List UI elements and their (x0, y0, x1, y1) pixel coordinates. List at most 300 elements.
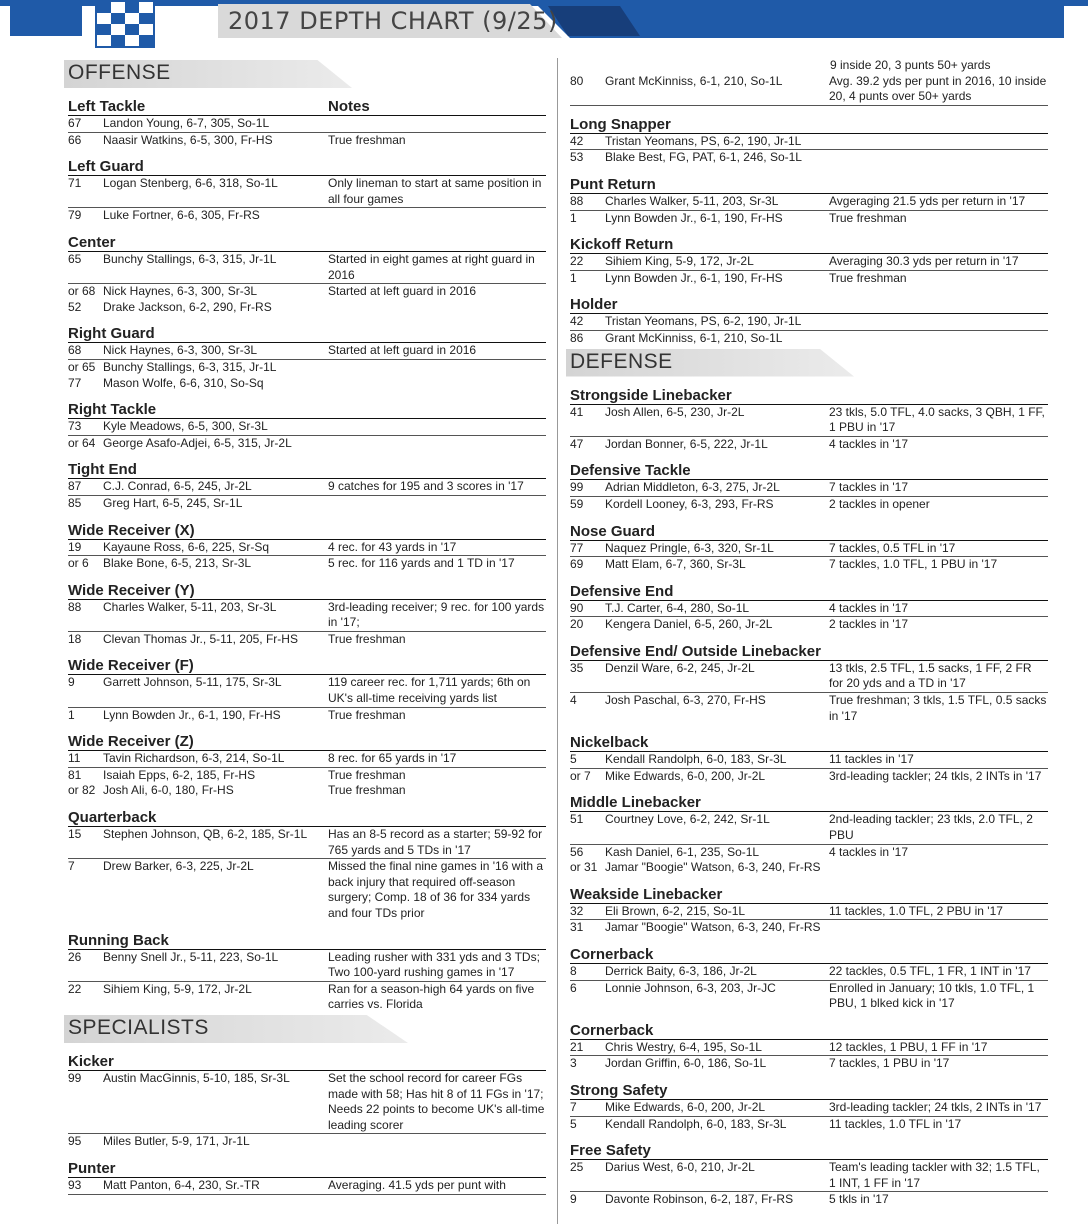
player-name: Sihiem King, 5-9, 172, Jr-2L (605, 254, 829, 271)
jersey-number: 79 (68, 208, 82, 223)
player-name: Nick Haynes, 6-3, 300, Sr-3L (103, 284, 258, 299)
player-row (570, 920, 1048, 936)
position-title: Left Tackle (68, 98, 146, 115)
position-title: Defensive Tackle (570, 462, 691, 480)
player-note: 8 rec. for 65 yards in '17 (328, 751, 546, 768)
jersey-number: or 65 (68, 359, 96, 374)
jersey-number: 85 (68, 495, 82, 510)
jersey-number: or 31 (570, 860, 598, 875)
position-group (68, 1053, 546, 1150)
position-title: Defensive End/ Outside Linebacker (570, 642, 821, 660)
position-header (570, 1142, 1048, 1160)
position-header (68, 522, 546, 540)
player-note: Has an 8-5 record as a starter; 59-92 for 765 yards and 5 TDs in '17 (328, 827, 546, 859)
player-note: 7 tackles, 1 PBU in '17 (829, 1056, 950, 1071)
position-header (570, 886, 1048, 904)
position-title: Nose Guard (570, 522, 656, 540)
jersey-number: or 6 (68, 556, 89, 571)
player-name: Courtney Love, 6-2, 242, Sr-1L (605, 812, 829, 844)
player-name: Lonnie Johnson, 6-3, 203, Jr-JC (605, 980, 776, 995)
position-header (570, 387, 1048, 405)
jersey-number: 42 (570, 134, 605, 151)
jersey-number: 18 (68, 631, 82, 646)
position-header (68, 809, 546, 827)
position-title: Wide Receiver (Y) (68, 581, 195, 599)
position-group (570, 886, 1048, 936)
player-name: Grant McKinniss, 6-1, 210, So-1L (605, 330, 783, 345)
player-row (570, 497, 1048, 513)
player-name: Charles Walker, 5-11, 203, Sr-3L (103, 600, 328, 632)
player-row (570, 661, 1048, 693)
player-name: Kyle Meadows, 6-5, 300, Sr-3L (103, 419, 328, 436)
jersey-number: 7 (68, 859, 75, 874)
player-row (570, 601, 1048, 618)
position-header (570, 236, 1048, 254)
position-title: Kicker (68, 1052, 114, 1070)
player-note: 3rd-leading tackler; 24 tkls, 2 INTs in '17 (829, 1100, 1048, 1117)
player-row (68, 479, 546, 496)
player-note: Avg. 39.2 yds per punt in 2016, 10 inside 20, 4 punts over 50+ yards (829, 74, 1048, 106)
position-title: Tight End (68, 461, 137, 479)
jersey-number: 1 (68, 707, 75, 722)
player-name: Nick Haynes, 6-3, 300, Sr-3L (103, 343, 328, 360)
jersey-number: 47 (570, 436, 584, 451)
column-divider (557, 58, 558, 1224)
player-name: Chris Westry, 6-4, 195, So-1L (605, 1040, 829, 1057)
jersey-number: 41 (570, 405, 605, 437)
player-row (570, 904, 1048, 921)
player-note: 7 tackles, 1.0 TFL, 1 PBU in '17 (829, 557, 998, 572)
jersey-number: 66 (68, 132, 82, 147)
position-group (570, 296, 1048, 346)
player-name: Kordell Looney, 6-3, 293, Fr-RS (605, 496, 774, 511)
player-name: Kendall Randolph, 6-0, 183, Sr-3L (605, 752, 829, 769)
jersey-number: 69 (570, 557, 584, 572)
position-header (68, 98, 546, 116)
position-title: Wide Receiver (Z) (68, 733, 194, 751)
player-note (328, 116, 546, 133)
player-note: True freshman (328, 783, 406, 798)
player-note: 4 tackles in '17 (829, 601, 1048, 618)
player-name: Kash Daniel, 6-1, 235, So-1L (605, 844, 760, 859)
player-name: George Asafo-Adjei, 6-5, 315, Jr-2L (103, 435, 292, 450)
position-group (570, 74, 1048, 106)
player-note (829, 134, 1048, 151)
jersey-number: 81 (68, 767, 82, 782)
player-name: Derrick Baity, 6-3, 186, Jr-2L (605, 964, 829, 981)
position-group (68, 234, 546, 315)
player-note: True freshman (328, 631, 406, 646)
player-row (68, 556, 546, 572)
jersey-number: 20 (570, 617, 584, 632)
jersey-number: 4 (570, 693, 577, 708)
player-name: Josh Ali, 6-0, 180, Fr-HS (103, 783, 234, 798)
position-header (570, 1022, 1048, 1040)
player-row (68, 827, 546, 859)
position-header (570, 583, 1048, 601)
position-header (570, 946, 1048, 964)
position-group (570, 643, 1048, 724)
position-group (570, 387, 1048, 453)
player-row (570, 437, 1048, 453)
player-note: True freshman (328, 707, 406, 722)
jersey-number: 68 (68, 343, 103, 360)
position-header (68, 582, 546, 600)
position-group (570, 523, 1048, 573)
position-title: Running Back (68, 931, 169, 949)
player-note: 5 rec. for 116 yards and 1 TD in '17 (328, 556, 515, 571)
player-row (570, 964, 1048, 981)
carryover-note: 9 inside 20, 3 punts 50+ yards (830, 58, 991, 72)
player-note: True freshman (328, 132, 406, 147)
player-row (68, 783, 546, 799)
player-name: Davonte Robinson, 6-2, 187, Fr-RS (605, 1192, 794, 1207)
position-title: Holder (570, 296, 618, 314)
player-name: Lynn Bowden Jr., 6-1, 190, Fr-HS (103, 707, 281, 722)
player-note (829, 150, 1048, 166)
position-group (570, 116, 1048, 166)
position-header (68, 733, 546, 751)
position-group (68, 98, 546, 148)
position-group (68, 733, 546, 799)
player-row (570, 405, 1048, 437)
position-group (68, 158, 546, 224)
player-row (68, 675, 546, 707)
position-header (68, 932, 546, 950)
player-name: Naquez Pringle, 6-3, 320, Sr-1L (605, 541, 829, 558)
jersey-number: 9 (570, 1192, 577, 1207)
player-note (829, 920, 1048, 936)
player-note: Started at left guard in 2016 (328, 343, 546, 360)
jersey-number: 22 (570, 254, 605, 271)
jersey-number: 88 (68, 600, 103, 632)
player-row (68, 436, 546, 452)
position-title: Right Guard (68, 325, 155, 343)
player-name: Josh Paschal, 6-3, 270, Fr-HS (605, 693, 766, 708)
player-row (68, 419, 546, 436)
jersey-number: 5 (570, 1116, 577, 1131)
player-name: Blake Bone, 6-5, 213, Sr-3L (103, 556, 252, 571)
player-note (829, 331, 1048, 347)
player-row (68, 1178, 546, 1195)
position-title: Weakside Linebacker (570, 885, 723, 903)
player-note: Set the school record for career FGs made with 58; Has hit 8 of 11 FGs in '17; Needs 22 points to become UK's all-time leading scorer (328, 1071, 546, 1134)
player-note: Avgeraging 21.5 yds per return in '17 (829, 194, 1048, 211)
position-header (68, 1160, 546, 1178)
player-row (68, 600, 546, 632)
player-row (68, 343, 546, 360)
position-group (68, 461, 546, 511)
jersey-number: 19 (68, 540, 103, 557)
player-name: Luke Fortner, 6-6, 305, Fr-RS (103, 208, 260, 223)
player-note: True freshman (829, 210, 907, 225)
jersey-number: 51 (570, 812, 605, 844)
jersey-number: 73 (68, 419, 103, 436)
player-row (68, 1071, 546, 1134)
position-header (570, 794, 1048, 812)
jersey-number: 67 (68, 116, 103, 133)
player-note: 4 tackles in '17 (829, 844, 909, 859)
jersey-number: 71 (68, 176, 103, 208)
position-title: Defensive End (570, 582, 674, 600)
jersey-number: 1 (570, 270, 577, 285)
player-row (68, 1134, 546, 1150)
position-title: Nickelback (570, 734, 649, 752)
position-group (68, 809, 546, 922)
position-title: Strongside Linebacker (570, 386, 732, 404)
player-name: Stephen Johnson, QB, 6-2, 185, Sr-1L (103, 827, 328, 859)
player-note: 11 tackles in '17 (829, 752, 1048, 769)
jersey-number: 21 (570, 1040, 605, 1057)
player-row (68, 751, 546, 768)
position-group (68, 401, 546, 451)
jersey-number: 80 (570, 74, 605, 106)
player-name: Denzil Ware, 6-2, 245, Jr-2L (605, 661, 829, 693)
position-title: Strong Safety (570, 1081, 668, 1099)
player-name: Austin MacGinnis, 5-10, 185, Sr-3L (103, 1071, 328, 1134)
player-row (570, 541, 1048, 558)
player-name: Tristan Yeomans, PS, 6-2, 190, Jr-1L (605, 314, 829, 331)
player-row (570, 557, 1048, 573)
player-name: Blake Best, FG, PAT, 6-1, 246, So-1L (605, 150, 802, 165)
player-note: 7 tackles, 0.5 TFL in '17 (829, 541, 1048, 558)
player-row (570, 271, 1048, 287)
player-note: Started at left guard in 2016 (328, 284, 477, 299)
player-note: 4 tackles in '17 (829, 436, 909, 451)
position-group (570, 583, 1048, 633)
player-note: 12 tackles, 1 PBU, 1 FF in '17 (829, 1040, 1048, 1057)
player-row (570, 134, 1048, 151)
player-row (570, 769, 1048, 785)
position-group (570, 734, 1048, 784)
player-note: Enrolled in January; 10 tkls, 1.0 TFL, 1 PBU, 1 blked kick in '17 (829, 980, 1035, 1011)
player-row (570, 74, 1048, 106)
position-header (570, 523, 1048, 541)
player-row (570, 617, 1048, 633)
player-note: Averaging 30.3 yds per return in '17 (829, 254, 1048, 271)
player-note: 9 catches for 195 and 3 scores in '17 (328, 479, 546, 496)
position-title: Kickoff Return (570, 236, 674, 254)
player-note: True freshman (328, 767, 406, 782)
jersey-number: or 7 (570, 768, 591, 783)
player-note: Leading rusher with 331 yds and 3 TDs; Two 100-yard rushing games in '17 (328, 950, 546, 982)
position-header (570, 1082, 1048, 1100)
player-note: 7 tackles in '17 (829, 480, 1048, 497)
player-note: 23 tkls, 5.0 TFL, 4.0 sacks, 3 QBH, 1 FF, 1 PBU in '17 (829, 405, 1048, 437)
player-note (328, 300, 546, 316)
player-note: True freshman; 3 tkls, 1.5 TFL, 0.5 sacks in '17 (829, 693, 1047, 723)
position-title: Center (68, 233, 116, 251)
jersey-number: 26 (68, 950, 103, 982)
jersey-number: 31 (570, 920, 584, 935)
player-name: Kengera Daniel, 6-5, 260, Jr-2L (605, 617, 773, 632)
player-row (570, 254, 1048, 271)
player-row (68, 540, 546, 557)
position-header (68, 325, 546, 343)
jersey-number: 88 (570, 194, 605, 211)
player-name: T.J. Carter, 6-4, 280, So-1L (605, 601, 829, 618)
player-row (68, 133, 546, 149)
position-header (570, 116, 1048, 134)
position-group (68, 522, 546, 572)
player-name: Drew Barker, 6-3, 225, Jr-2L (103, 859, 254, 874)
player-note: 4 rec. for 43 yards in '17 (328, 540, 546, 557)
jersey-number: 65 (68, 252, 103, 284)
jersey-number: 5 (570, 752, 605, 769)
jersey-number: 6 (570, 980, 577, 995)
jersey-number: 99 (68, 1071, 103, 1134)
position-group (570, 946, 1048, 1012)
player-name: Grant McKinniss, 6-1, 210, So-1L (605, 74, 829, 106)
position-title: Right Tackle (68, 401, 157, 419)
player-name: Charles Walker, 5-11, 203, Sr-3L (605, 194, 829, 211)
page-title: 2017 DEPTH CHART (9/25) (228, 7, 558, 35)
jersey-number: 77 (570, 541, 605, 558)
player-name: Jamar "Boogie" Watson, 6-3, 240, Fr-RS (605, 860, 821, 875)
jersey-number: 87 (68, 479, 103, 496)
player-name: C.J. Conrad, 6-5, 245, Jr-2L (103, 479, 328, 496)
jersey-number: 99 (570, 480, 605, 497)
position-title: Punter (68, 1159, 116, 1177)
player-name: Drake Jackson, 6-2, 290, Fr-RS (103, 299, 272, 314)
player-note: Started in eight games at right guard in 2016 (328, 252, 546, 284)
jersey-number: 15 (68, 827, 103, 859)
player-note (328, 1134, 546, 1150)
notes-header: Notes (328, 98, 370, 115)
player-row (570, 331, 1048, 347)
section-heading (68, 1013, 546, 1043)
player-row (570, 693, 1048, 724)
player-name: Adrian Middleton, 6-3, 275, Jr-2L (605, 480, 829, 497)
player-name: Benny Snell Jr., 5-11, 223, So-1L (103, 950, 328, 982)
player-row (570, 1100, 1048, 1117)
player-row (68, 982, 546, 1013)
jersey-number: 86 (570, 330, 584, 345)
player-note (328, 436, 546, 452)
player-row (68, 950, 546, 982)
player-note: Ran for a season-high 64 yards on five carries vs. Florida (328, 981, 535, 1012)
player-name: Lynn Bowden Jr., 6-1, 190, Fr-HS (605, 210, 783, 225)
jersey-number: 42 (570, 314, 605, 331)
player-row (570, 480, 1048, 497)
player-note: Missed the final nine games in '16 with a back injury that required off-season surgery; Comp. 18 of 36 for 334 yards and four TDs prior (328, 859, 544, 920)
player-row (68, 284, 546, 300)
player-name: Mike Edwards, 6-0, 200, Jr-2L (605, 1100, 829, 1117)
position-title: Cornerback (570, 1021, 654, 1039)
player-name: Jordan Griffin, 6-0, 186, So-1L (605, 1056, 767, 1071)
player-name: Kendall Randolph, 6-0, 183, Sr-3L (605, 1116, 787, 1131)
jersey-number: 32 (570, 904, 605, 921)
position-group (68, 657, 546, 723)
player-row (68, 252, 546, 284)
position-title: Middle Linebacker (570, 794, 701, 812)
jersey-number: 7 (570, 1100, 605, 1117)
position-title: Free Safety (570, 1142, 651, 1160)
jersey-number: 93 (68, 1178, 103, 1195)
player-row (570, 981, 1048, 1012)
player-name: Isaiah Epps, 6-2, 185, Fr-HS (103, 767, 256, 782)
section-heading (68, 58, 546, 88)
right-column (570, 58, 1048, 1208)
player-note: 11 tackles, 1.0 TFL, 2 PBU in '17 (829, 904, 1048, 921)
position-group (68, 582, 546, 648)
player-row (68, 768, 546, 784)
player-note: 11 tackles, 1.0 TFL in '17 (829, 1116, 962, 1131)
player-name: Naasir Watkins, 6-5, 300, Fr-HS (103, 132, 273, 147)
player-name: Mason Wolfe, 6-6, 310, So-Sq (103, 375, 264, 390)
player-note: True freshman (829, 270, 907, 285)
jersey-number: or 82 (68, 783, 96, 798)
player-name: Bunchy Stallings, 6-3, 315, Jr-1L (103, 359, 277, 374)
player-note: 3rd-leading receiver; 9 rec. for 100 yards in '17; (328, 600, 546, 632)
jersey-number: 11 (68, 751, 103, 768)
position-header (68, 234, 546, 252)
jersey-number: 25 (570, 1160, 605, 1192)
position-header (570, 176, 1048, 194)
jersey-number: 52 (68, 299, 82, 314)
position-group (570, 236, 1048, 286)
player-note: 13 tkls, 2.5 TFL, 1.5 sacks, 1 FF, 2 FR for 20 yds and a TD in '17 (829, 661, 1048, 693)
player-row (68, 300, 546, 316)
player-note (328, 360, 546, 376)
position-header (570, 643, 1048, 661)
jersey-number: 9 (68, 675, 103, 707)
player-row (68, 859, 546, 921)
player-name: Darius West, 6-0, 210, Jr-2L (605, 1160, 829, 1192)
position-header (570, 462, 1048, 480)
player-row (570, 211, 1048, 227)
player-row (570, 812, 1048, 844)
section-heading-text: SPECIALISTS (68, 1015, 209, 1039)
player-note: Only lineman to start at same position in all four games (328, 176, 546, 208)
position-title: Cornerback (570, 946, 654, 963)
player-note (829, 860, 1048, 876)
jersey-number: 56 (570, 844, 584, 859)
section-heading (570, 347, 1048, 377)
position-header (68, 657, 546, 675)
jersey-number: 53 (570, 150, 584, 165)
player-row (570, 194, 1048, 211)
position-title: Left Guard (68, 158, 144, 176)
player-note: 22 tackles, 0.5 TFL, 1 FR, 1 INT in '17 (829, 964, 1048, 981)
player-row (68, 176, 546, 208)
position-title: Wide Receiver (F) (68, 657, 194, 675)
position-group (68, 1160, 546, 1195)
player-name: Landon Young, 6-7, 305, So-1L (103, 116, 328, 133)
player-name: Jordan Bonner, 6-5, 222, Jr-1L (605, 436, 768, 451)
player-note (328, 496, 546, 512)
player-name: Lynn Bowden Jr., 6-1, 190, Fr-HS (605, 270, 783, 285)
left-column (68, 58, 546, 1195)
position-group (68, 325, 546, 391)
position-group (68, 932, 546, 1013)
position-header (570, 296, 1048, 314)
position-title: Punt Return (570, 175, 656, 193)
player-name: Eli Brown, 6-2, 215, So-1L (605, 904, 829, 921)
player-note (328, 376, 546, 392)
player-row (570, 1056, 1048, 1072)
player-row (570, 150, 1048, 166)
jersey-number: 1 (570, 210, 577, 225)
player-name: Clevan Thomas Jr., 5-11, 205, Fr-HS (103, 631, 298, 646)
jersey-number: 8 (570, 964, 605, 981)
section-heading-text: OFFENSE (68, 61, 171, 84)
player-note: 2 tackles in opener (829, 496, 930, 511)
position-group (570, 1142, 1048, 1208)
position-group (570, 1022, 1048, 1072)
position-header (570, 734, 1048, 752)
player-note: 119 career rec. for 1,711 yards; 6th on UK's all-time receiving yards list (328, 675, 546, 707)
